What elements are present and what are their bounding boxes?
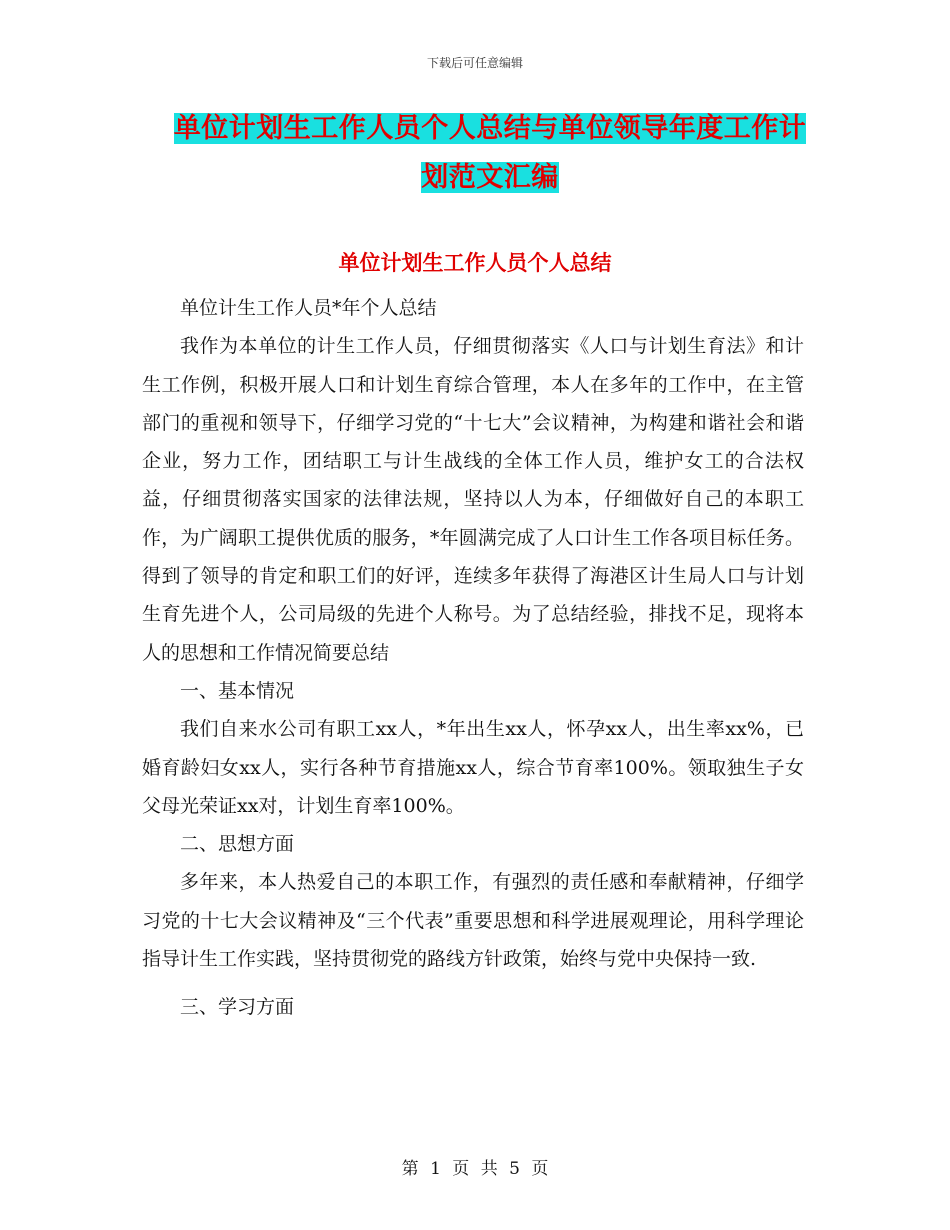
paragraph: 单位计生工作人员*年个人总结 (180, 297, 437, 319)
section-title: 单位计划生工作人员个人总结 (338, 250, 612, 275)
body-text (142, 289, 804, 1027)
header-note: 下载后可任意编辑 (426, 56, 523, 70)
paragraph: 我们自来水公司有职工xx人，*年出生xx人，怀孕xx人，出生率xx%，已婚育龄妇女xx人，实行各种节育措施xx人，综合节育率100%。领取独生子女父母光荣证xx对，计划生育率100%。 (142, 718, 804, 817)
title-line-1: 单位计划生工作人员个人总结与单位领导年度工作计 (173, 113, 807, 144)
paragraph: 多年来，本人热爱自己的本职工作，有强烈的责任感和奉献精神，仔细学习党的十七大会议精神及“三个代表”重要思想和科学进展观理论，用科学理论指导计生工作实践，坚持贯彻党的路线方针政策，始终与党中央保持一致. (142, 871, 804, 971)
document-title (150, 104, 830, 202)
section-heading: 三、学习方面 (180, 996, 295, 1019)
section-heading: 一、基本情况 (180, 679, 295, 702)
title-line-2: 划范文汇编 (421, 162, 559, 193)
page-number: 第 1 页 共 5 页 (401, 1159, 549, 1179)
paragraph: 我作为本单位的计生工作人员，仔细贯彻落实《人口与计划生育法》和计生工作例，积极开展人口和计划生育综合管理，本人在多年的工作中，在主管部门的重视和领导下，仔细学习党的“十七大”会议精神，为构建和谐社会和谐企业，努力工作，团结职工与计生战线的全体工作人员，维护女工的合法权益，仔细贯彻落实国家的法律法规，坚持以人为本，仔细做好自己的本职工作，为广阔职工提供优质的服务，*年圆满完成了人口计生工作各项目标任务。得到了领导的肯定和职工们的好评，连续多年获得了海港区计生局人口与计划生育先进个人，公司局级的先进个人称号。为了总结经验，排找不足，现将本人的思想和工作情况简要总结 (142, 335, 804, 664)
section-heading: 二、思想方面 (180, 833, 295, 856)
